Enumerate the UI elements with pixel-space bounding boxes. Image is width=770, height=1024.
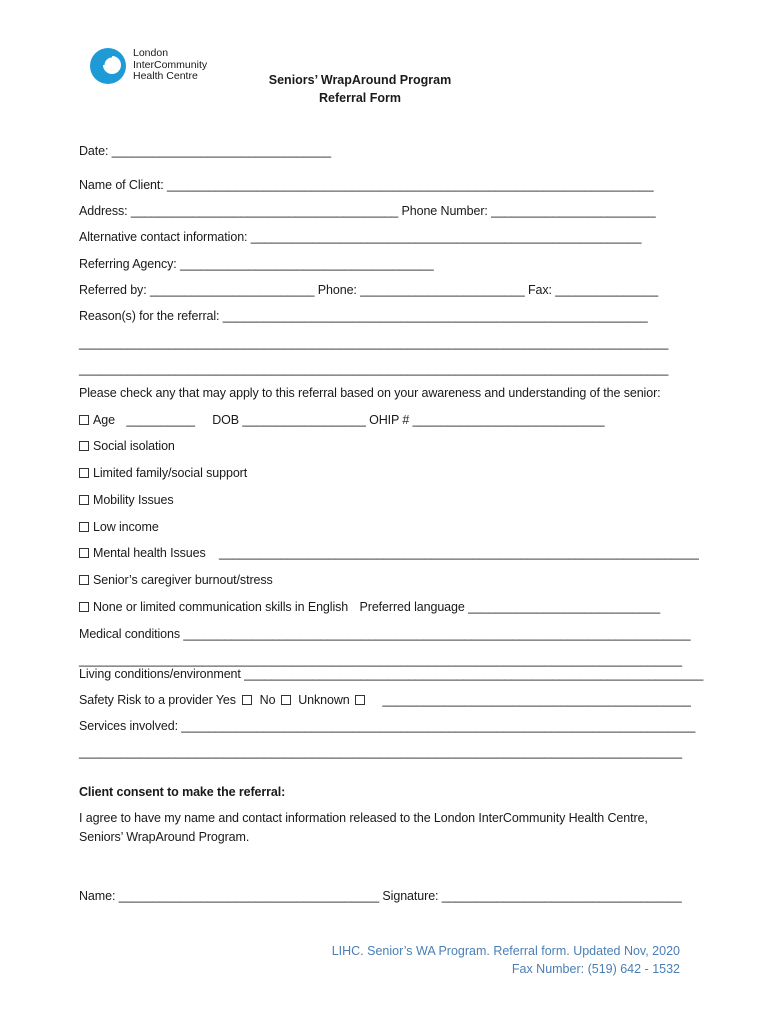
mobility-item[interactable] [79,492,173,508]
low-income-checkbox[interactable] [79,522,89,532]
safety-no-label: No [259,693,276,707]
lihc-logo [89,45,207,87]
preferred-language-field[interactable]: Preferred language ____________________________ [359,600,660,614]
caregiver-checkbox[interactable] [79,575,89,585]
dob-ohip-field[interactable]: DOB __________________ OHIP # ____________________________ [212,413,605,427]
address-phone-field[interactable]: Address: _______________________________________ Phone Number: ________________________ [79,204,656,218]
communication-item[interactable] [79,599,660,615]
medical-conditions-field[interactable]: Medical conditions __________________________________________________________________________ [79,627,691,641]
age-label: Age [93,413,115,427]
age-row [79,412,605,428]
low-income-label: Low income [93,520,159,534]
lihc-logo-icon [89,45,129,87]
reason-field[interactable]: Reason(s) for the referral: ______________________________________________________________ [79,309,648,323]
safety-risk-label: Safety Risk to a provider Yes [79,693,236,707]
form-subtitle: Referral Form [319,91,401,105]
safety-unknown-label: Unknown [298,693,350,707]
consent-text-1: I agree to have my name and contact information released to the London InterCommunity Health Centre, [79,811,648,825]
limited-support-item[interactable] [79,465,247,481]
limited-support-checkbox[interactable] [79,468,89,478]
low-income-item[interactable] [79,519,159,535]
reason-line-3[interactable]: ______________________________________________________________________________________ [79,362,669,376]
services-involved-line-2[interactable]: ________________________________________________________________________________________ [79,745,682,759]
alt-contact-field[interactable]: Alternative contact information: _________________________________________________________ [79,230,642,244]
footer-fax-number: Fax Number: (519) 642 - 1532 [511,962,680,976]
name-signature-field[interactable]: Name: ______________________________________ Signature: ___________________________________ [79,889,682,903]
social-isolation-label: Social isolation [93,439,175,453]
mental-health-input[interactable]: ______________________________________________________________________ [219,546,699,560]
logo-line-2: InterCommunity [133,58,208,71]
referring-agency-field[interactable]: Referring Agency: _____________________________________ [79,257,434,271]
services-involved-field[interactable]: Services involved: ___________________________________________________________________________ [79,719,696,733]
safety-no-checkbox[interactable] [281,695,291,705]
logo-line-3: Health Centre [133,70,198,82]
safety-risk-input[interactable]: _____________________________________________ [382,693,691,707]
safety-risk-row [79,692,691,708]
social-isolation-item[interactable] [79,438,175,454]
checklist-intro: Please check any that may apply to this referral based on your awareness and understanding of the senior: [79,386,661,400]
safety-yes-checkbox[interactable] [242,695,252,705]
age-input[interactable]: __________ [126,413,195,427]
living-conditions-field[interactable]: Living conditions/environment ___________________________________________________________________ [79,667,704,681]
communication-checkbox[interactable] [79,602,89,612]
mental-health-checkbox[interactable] [79,548,89,558]
date-field[interactable]: Date: ________________________________ [79,144,332,158]
client-name-field[interactable]: Name of Client: _______________________________________________________________________ [79,178,654,192]
mobility-checkbox[interactable] [79,495,89,505]
consent-heading: Client consent to make the referral: [79,785,286,799]
caregiver-item[interactable] [79,572,273,588]
referred-by-field[interactable]: Referred by: ________________________ Phone: ________________________ Fax: _______________ [79,283,659,297]
mobility-label: Mobility Issues [93,493,174,507]
form-title: Seniors’ WrapAround Program [268,73,452,87]
safety-unknown-checkbox[interactable] [355,695,365,705]
reason-line-2[interactable]: ______________________________________________________________________________________ [79,336,669,350]
communication-label: None or limited communication skills in English [93,600,349,614]
limited-support-label: Limited family/social support [93,466,248,480]
logo-line-1: London [133,47,169,59]
caregiver-label: Senior’s caregiver burnout/stress [93,573,273,587]
social-isolation-checkbox[interactable] [79,441,89,451]
mental-health-label: Mental health Issues [93,546,206,560]
age-checkbox[interactable] [79,415,89,425]
medical-conditions-line-2[interactable]: ________________________________________________________________________________________ [79,653,682,667]
footer-line-1: LIHC. Senior’s WA Program. Referral form. Updated Nov, 2020 [331,944,680,958]
logo-text [133,48,207,83]
consent-text-2: Seniors’ WrapAround Program. [79,830,250,844]
mental-health-item[interactable] [79,545,699,561]
